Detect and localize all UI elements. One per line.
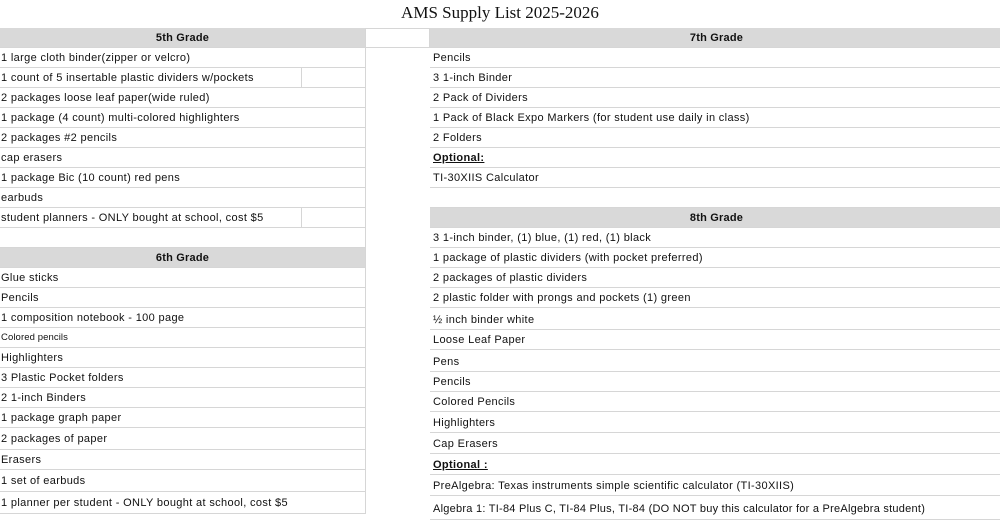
list-item: 1 package of plastic dividers (with pocket preferred) <box>430 248 1000 268</box>
right-column <box>430 28 1000 520</box>
optional-label <box>430 148 1000 168</box>
list-item: 2 packages loose leaf paper(wide ruled) <box>0 88 366 108</box>
page-title: AMS Supply List 2025-2026 <box>401 3 599 22</box>
empty-cell <box>366 28 430 48</box>
grade6-heading: 6th Grade <box>0 248 366 268</box>
empty-cell <box>430 188 1000 208</box>
list-item: 1 set of earbuds <box>0 470 366 492</box>
list-item: 1 package Bic (10 count) red pens <box>0 168 366 188</box>
list-item <box>0 208 366 228</box>
list-item: TI-30XIIS Calculator <box>430 168 1000 188</box>
list-item: 1 package graph paper <box>0 408 366 428</box>
optional-label-text: Optional : <box>433 459 488 471</box>
list-item <box>0 68 366 88</box>
list-item: 1 planner per student - ONLY bought at school, cost $5 <box>0 492 366 514</box>
grade7-heading: 7th Grade <box>430 28 1000 48</box>
list-item-text: 1 count of 5 insertable plastic dividers w/pockets <box>1 72 254 84</box>
list-item: 2 packages of plastic dividers <box>430 268 1000 288</box>
left-column <box>0 28 366 514</box>
spacer-column <box>366 28 430 48</box>
list-item-text: student planners - ONLY bought at school, cost $5 <box>1 212 264 224</box>
optional-label <box>430 454 1000 475</box>
list-item: Pens <box>430 350 1000 372</box>
optional-label-text: Optional: <box>433 152 485 164</box>
list-item: 2 plastic folder with prongs and pockets (1) green <box>430 288 1000 308</box>
list-item: 1 composition notebook - 100 page <box>0 308 366 328</box>
list-item: Pencils <box>430 372 1000 392</box>
list-item: Cap Erasers <box>430 433 1000 454</box>
list-item: 2 1-inch Binders <box>0 388 366 408</box>
cell-divider <box>301 68 302 88</box>
list-item: cap erasers <box>0 148 366 168</box>
grade8-heading: 8th Grade <box>430 208 1000 228</box>
list-item: 3 1-inch Binder <box>430 68 1000 88</box>
list-item: Colored Pencils <box>430 392 1000 412</box>
list-item: 1 package (4 count) multi-colored highlighters <box>0 108 366 128</box>
list-item: 1 large cloth binder(zipper or velcro) <box>0 48 366 68</box>
list-item: PreAlgebra: Texas instruments simple scientific calculator (TI-30XIIS) <box>430 475 1000 496</box>
list-item: 2 Folders <box>430 128 1000 148</box>
list-item: 1 Pack of Black Expo Markers (for student use daily in class) <box>430 108 1000 128</box>
list-item: Loose Leaf Paper <box>430 330 1000 350</box>
cell-divider <box>301 208 302 228</box>
list-item: Highlighters <box>430 412 1000 433</box>
list-item: Algebra 1: TI-84 Plus C, TI-84 Plus, TI-84 (DO NOT buy this calculator for a PreAlgebra student) <box>430 496 1000 520</box>
grade5-heading: 5th Grade <box>0 28 366 48</box>
list-item: Highlighters <box>0 348 366 368</box>
list-item: Erasers <box>0 450 366 470</box>
list-item: earbuds <box>0 188 366 208</box>
list-item: ½ inch binder white <box>430 308 1000 330</box>
list-item: 3 1-inch binder, (1) blue, (1) red, (1) black <box>430 228 1000 248</box>
empty-cell <box>0 228 366 248</box>
list-item: 2 Pack of Dividers <box>430 88 1000 108</box>
list-item: Pencils <box>0 288 366 308</box>
list-item: 3 Plastic Pocket folders <box>0 368 366 388</box>
list-item: Glue sticks <box>0 268 366 288</box>
list-item: Pencils <box>430 48 1000 68</box>
list-item: Colored pencils <box>0 328 366 348</box>
list-item: 2 packages #2 pencils <box>0 128 366 148</box>
list-item: 2 packages of paper <box>0 428 366 450</box>
